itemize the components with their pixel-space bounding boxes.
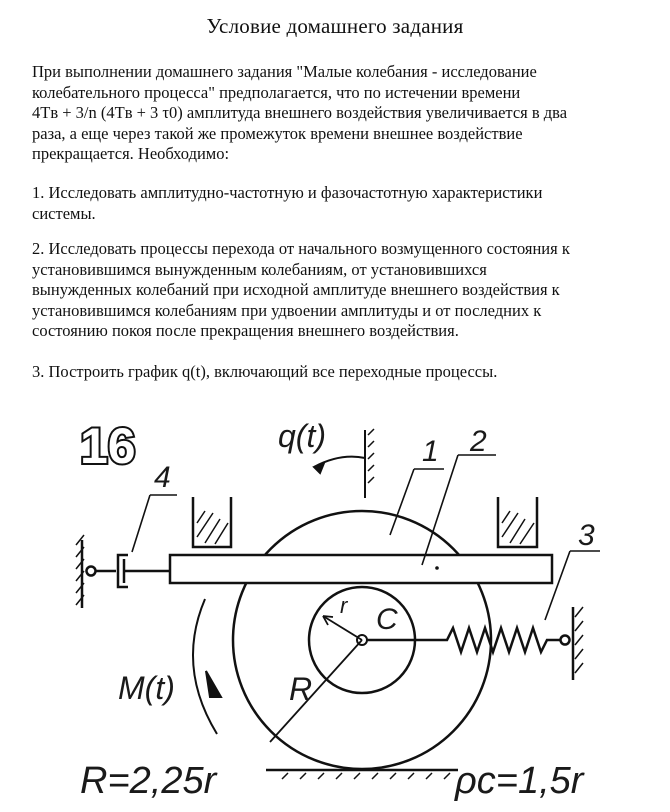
label-disk: 1 [422,435,439,468]
intro-line: При выполнении домашнего задания "Малые колебания - исследование [32,62,537,81]
inner-radius-label: r [340,593,348,618]
ground [266,770,458,779]
task-line: системы. [32,203,96,223]
intro-line: 4Tв + 3/n (4Tв + 3 τ0) амплитуда внешнего воздействия увеличивается в два [32,103,568,122]
top-right-support [498,497,537,547]
intro-paragraph [32,62,650,165]
label-damper: 4 [154,461,171,494]
label-spring: 3 [578,519,595,552]
m-label: M(t) [118,670,175,706]
formula-rho: ρc=1,5r [455,760,584,802]
intro-line: прекращается. Необходимо: [32,144,230,163]
formula-r: R=2,25r [80,760,217,802]
rod-point [435,566,439,570]
task-item-2 [32,239,650,342]
top-left-support [193,497,231,547]
rod-bar [170,555,552,583]
m-arrow [193,599,221,734]
page-title: Условие домашнего задания [206,14,464,38]
task-line: вынужденных колебаний при исходной амплитуде внешнего воздействия к [32,280,560,299]
spring [367,607,583,680]
task-line: состоянию покоя после прекращения внешнего воздействия. [32,321,459,340]
task-line: установившимся колебаниям при удвоении амплитуды и от последних к [32,300,542,320]
mechanism-diagram [0,395,670,812]
task-line: 2. Исследовать процессы перехода от начального возмущенного состояния к [32,239,570,258]
center-label: C [376,603,398,636]
task-line: 1. Исследовать амплитудно-частотную и фазочастотную характеристики [32,183,543,202]
variant-number: 16 [80,418,136,474]
task-line: установившимся вынужденным колебаниям, от установившихся [32,259,487,279]
label-rod: 2 [470,425,487,458]
intro-line: колебательного процесса" предполагается, что по истечении времени [32,82,521,102]
outer-radius-label: R [289,671,313,707]
radius-lines [270,616,362,742]
task-item-3 [32,362,650,383]
task-line: 3. Построить график q(t), включающий все переходные процессы. [32,362,498,381]
intro-line: раза, а еще через такой же промежуток времени внешнее воздействие [32,123,523,143]
q-label: q(t) [278,418,326,454]
task-item-1 [32,183,650,224]
damper [76,535,170,608]
